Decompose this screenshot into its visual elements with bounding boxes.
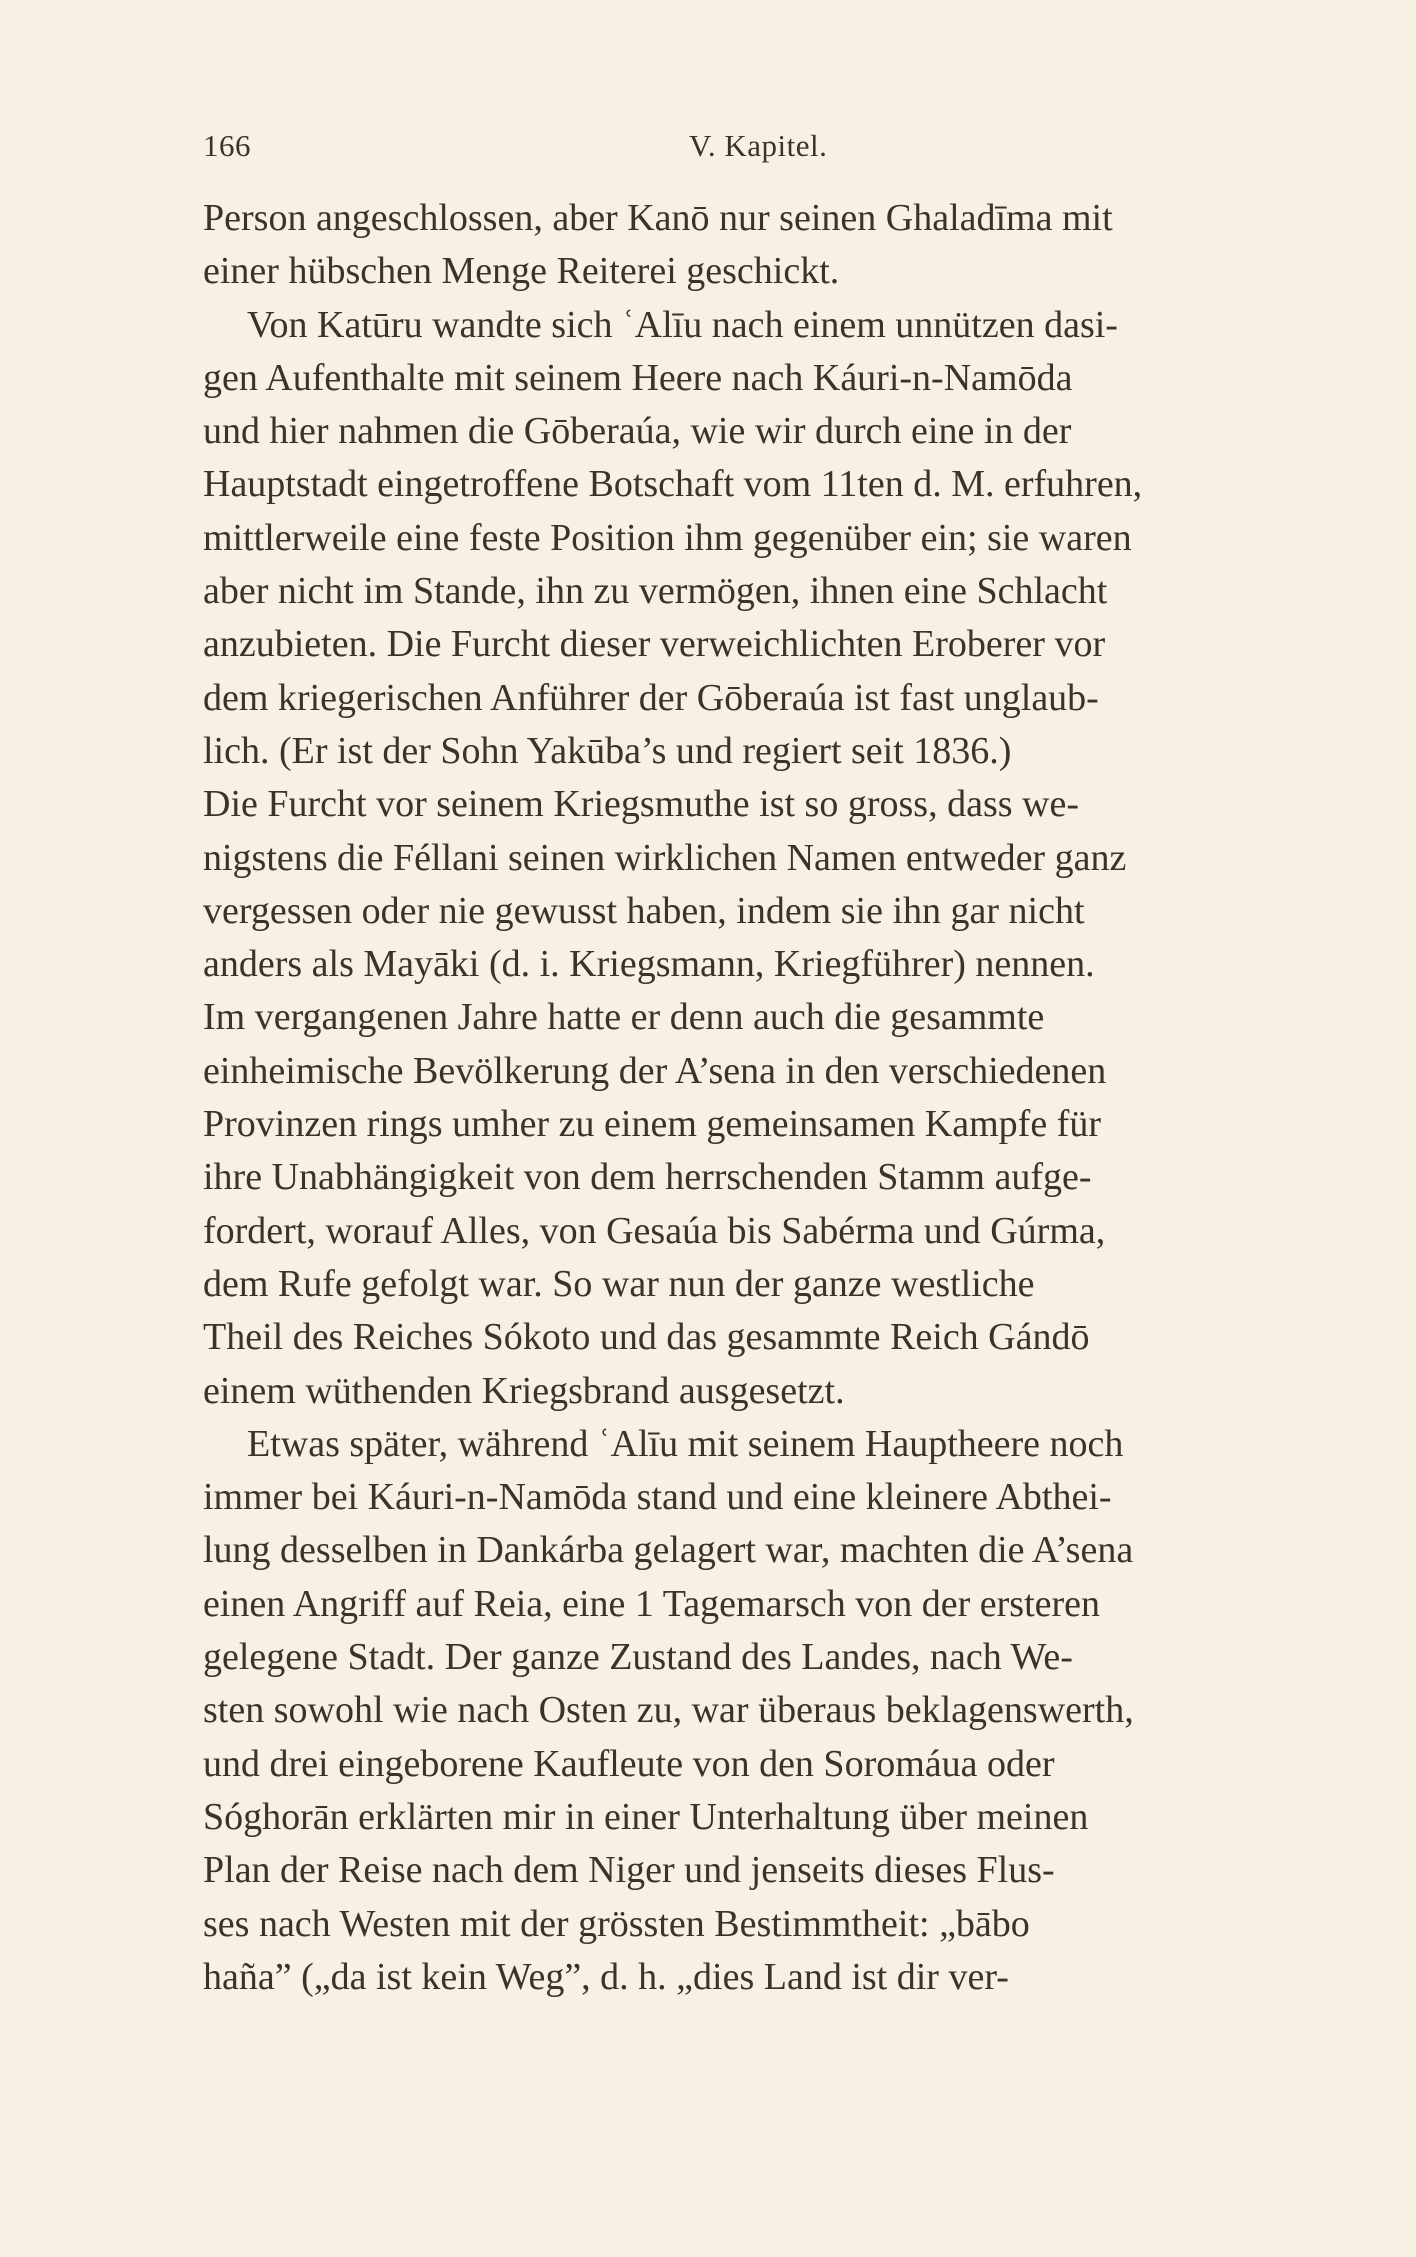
text-line: einen Angriff auf Reia, eine 1 Tagemarsch von der ersteren (203, 1582, 1101, 1625)
text-line: Im vergangenen Jahre hatte er denn auch die gesammte (203, 996, 1045, 1039)
body-text (203, 192, 1324, 2004)
text-line: gen Aufenthalte mit seinem Heere nach Káuri-n-Namōda (203, 356, 1073, 399)
running-head: V. Kapitel. (689, 128, 828, 163)
text-line: fordert, worauf Alles, von Gesaúa bis Sabérma und Gúrma, (203, 1209, 1106, 1252)
text-line: dem kriegerischen Anführer der Gōberaúa ist fast unglaub- (203, 676, 1099, 719)
text-line: Plan der Reise nach dem Niger und jenseits dieses Flus- (203, 1849, 1055, 1892)
page-header (203, 128, 1324, 168)
text-line: anders als Mayāki (d. i. Kriegsmann, Kriegführer) nennen. (203, 943, 1095, 986)
text-line: Sóghorān erklärten mir in einer Unterhaltung über meinen (203, 1795, 1089, 1838)
text-line: Von Katūru wandte sich ʿAlīu nach einem unnützen dasi- (247, 303, 1118, 346)
text-line: aber nicht im Stande, ihn zu vermögen, ihnen eine Schlacht (203, 570, 1108, 613)
text-line: anzubieten. Die Furcht dieser verweichlichten Eroberer vor (203, 623, 1106, 666)
text-line: lung desselben in Dankárba gelagert war, machten die A’sena (203, 1529, 1134, 1572)
text-line: Die Furcht vor seinem Kriegsmuthe ist so gross, dass we- (203, 783, 1079, 826)
text-line: gelegene Stadt. Der ganze Zustand des Landes, nach We- (203, 1636, 1073, 1679)
text-line: Person angeschlossen, aber Kanō nur seinen Ghaladīma mit (203, 197, 1113, 239)
text-line: lich. (Er ist der Sohn Yakūba’s und regiert seit 1836.) (203, 729, 1012, 772)
text-line: einem wüthenden Kriegsbrand ausgesetzt. (203, 1369, 845, 1412)
text-line: mittlerweile eine feste Position ihm gegenüber ein; sie waren (203, 516, 1132, 559)
text-line: einer hübschen Menge Reiterei geschickt. (203, 250, 840, 293)
text-line: sten sowohl wie nach Osten zu, war überaus beklagenswerth, (203, 1689, 1134, 1732)
text-line: und hier nahmen die Gōberaúa, wie wir durch eine in der (203, 410, 1072, 453)
text-line: Hauptstadt eingetroffene Botschaft vom 11ten d. M. erfuhren, (203, 463, 1143, 506)
page-number: 166 (203, 128, 251, 163)
text-line: einheimische Bevölkerung der A’sena in den verschiedenen (203, 1049, 1107, 1092)
text-line: vergessen oder nie gewusst haben, indem sie ihn gar nicht (203, 889, 1085, 932)
text-line: und drei eingeborene Kaufleute von den Soromáua oder (203, 1742, 1055, 1785)
text-line: haña” („da ist kein Weg”, d. h. „dies Land ist dir ver- (203, 1955, 1009, 1998)
text-line: Theil des Reiches Sókoto und das gesammte Reich Gándō (203, 1316, 1090, 1359)
text-line: immer bei Káuri-n-Namōda stand und eine kleinere Abthei- (203, 1476, 1112, 1519)
text-line: nigstens die Féllani seinen wirklichen Namen entweder ganz (203, 836, 1127, 879)
text-line: ses nach Westen mit der grössten Bestimmtheit: „bābo (203, 1902, 1030, 1945)
text-line: dem Rufe gefolgt war. So war nun der ganze westliche (203, 1262, 1035, 1305)
text-line: Etwas später, während ʿAlīu mit seinem Hauptheere noch (247, 1422, 1124, 1465)
text-line: ihre Unabhängigkeit von dem herrschenden Stamm aufge- (203, 1156, 1092, 1199)
text-line: Provinzen rings umher zu einem gemeinsamen Kampfe für (203, 1103, 1101, 1146)
